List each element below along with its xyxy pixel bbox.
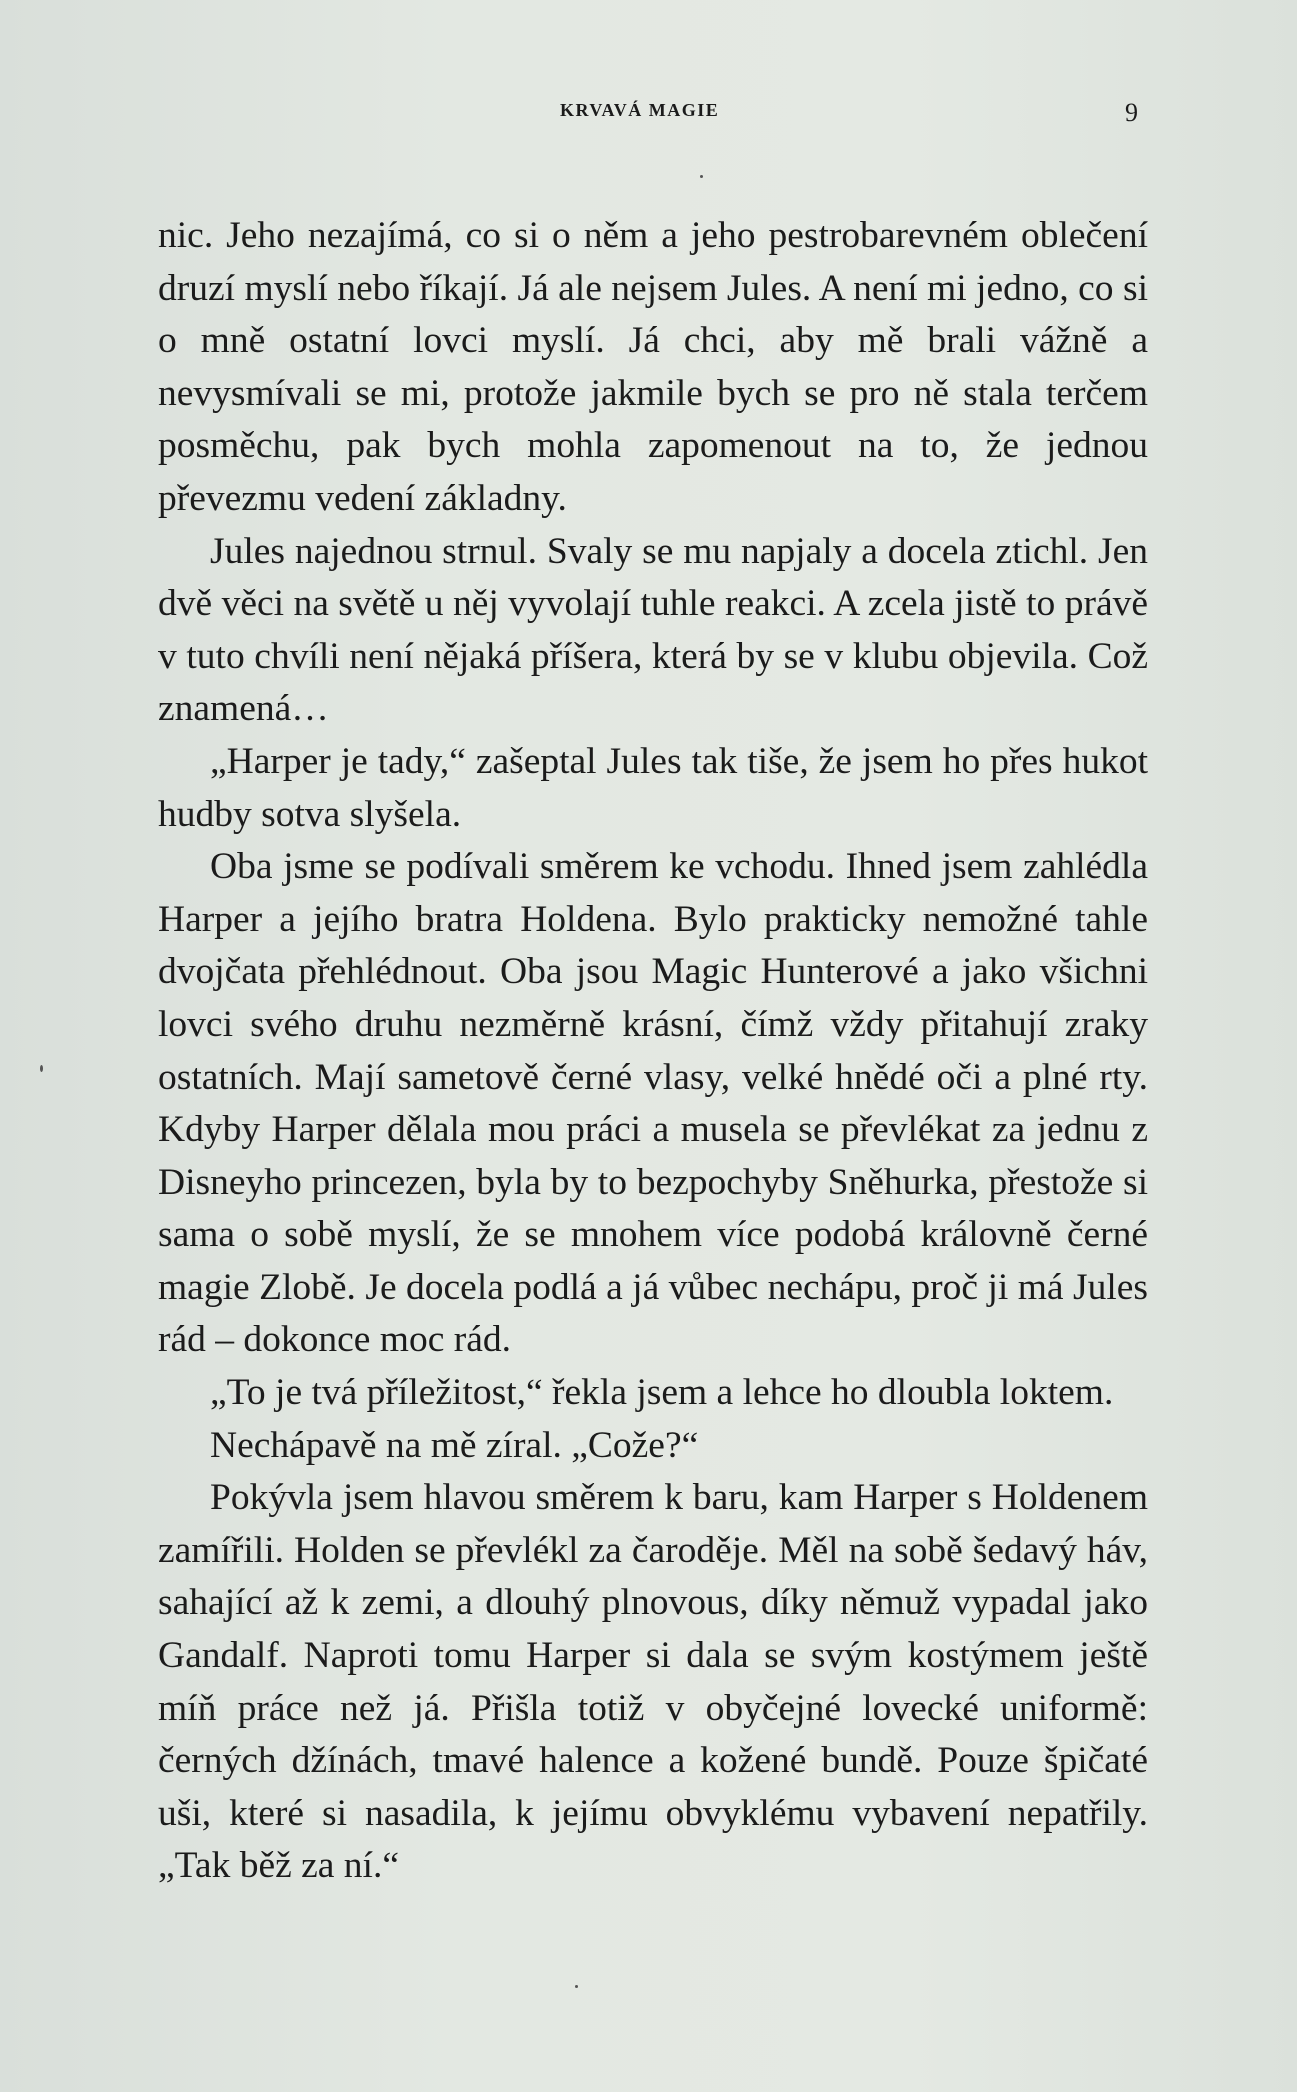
paragraph: „To je tvá příležitost,“ řekla jsem a lehce ho dloubla loktem. xyxy=(210,1372,1114,1414)
paragraph: „Harper je tady,“ zašeptal Jules tak tiše, že jsem ho přes hukot hudby sotva slyšela. xyxy=(158,740,1148,835)
paragraph: nic. Jeho nezajímá, co si o něm a jeho pestrobarevném oblečení druzí myslí nebo říkají. Já ale nejsem Jules. A není mi jedno, co si o mně ostatní lovci myslí. Já chci, aby mě brali vážně a nevysmívali se mi, protože jakmile bych se pro ně stala terčem posměchu, pak bych mohla zapomenout na to, že jednou převezmu vedení základny. xyxy=(158,215,1148,519)
paper-speck xyxy=(40,1065,43,1072)
body-text xyxy=(158,210,1148,1893)
paragraph: Pokývla jsem hlavou směrem k baru, kam Harper s Holdenem zamířili. Holden se převlékl za čaroděje. Měl na sobě šedavý háv, sahající až k zemi, a dlouhý plnovous, díky němuž vypadal jako Gandalf. Naproti tomu Harper si dala se svým kostýmem ještě míň práce než já. Přišla totiž v obyčejné lovecké uniformě: černých džínách, tmavé halence a kožené bundě. Pouze špičaté uši, které si nasadila, k jejímu obvyklému vybavení nepatřily. „Tak běž za ní.“ xyxy=(158,1477,1148,1887)
paragraph: Jules najednou strnul. Svaly se mu napjaly a docela ztichl. Jen dvě věci na světě u něj vyvolají tuhle reakci. A zcela jistě to právě v tuto chvíli není nějaká příšera, která by se v klubu objevila. Což znamená… xyxy=(158,530,1148,730)
paragraph: Oba jsme se podívali směrem ke vchodu. Ihned jsem zahlédla Harper a jejího bratra Holdena. Bylo prakticky nemožné tahle dvojčata přehlédnout. Oba jsou Magic Hunterové a jako všichni lovci svého druhu nezměrně krásní, čímž vždy přitahují zraky ostatních. Mají sametově černé vlasy, velké hnědé oči a plné rty. Kdyby Harper dělala mou práci a musela se převlékat za jednu z Disneyho princezen, byla by to bezpochyby Sněhurka, přestože si sama o sobě myslí, že se mnohem více podobá královně černé magie Zlobě. Je docela podlá a já vůbec nechápu, proč ji má Jules rád – dokonce moc rád. xyxy=(158,846,1148,1361)
page-number: 9 xyxy=(1125,98,1138,127)
running-head: KRVAVÁ MAGIE xyxy=(560,100,720,120)
paper-speck xyxy=(575,1985,578,1988)
paragraph: Nechápavě na mě zíral. „Cože?“ xyxy=(210,1424,699,1466)
paper-speck xyxy=(700,175,703,178)
